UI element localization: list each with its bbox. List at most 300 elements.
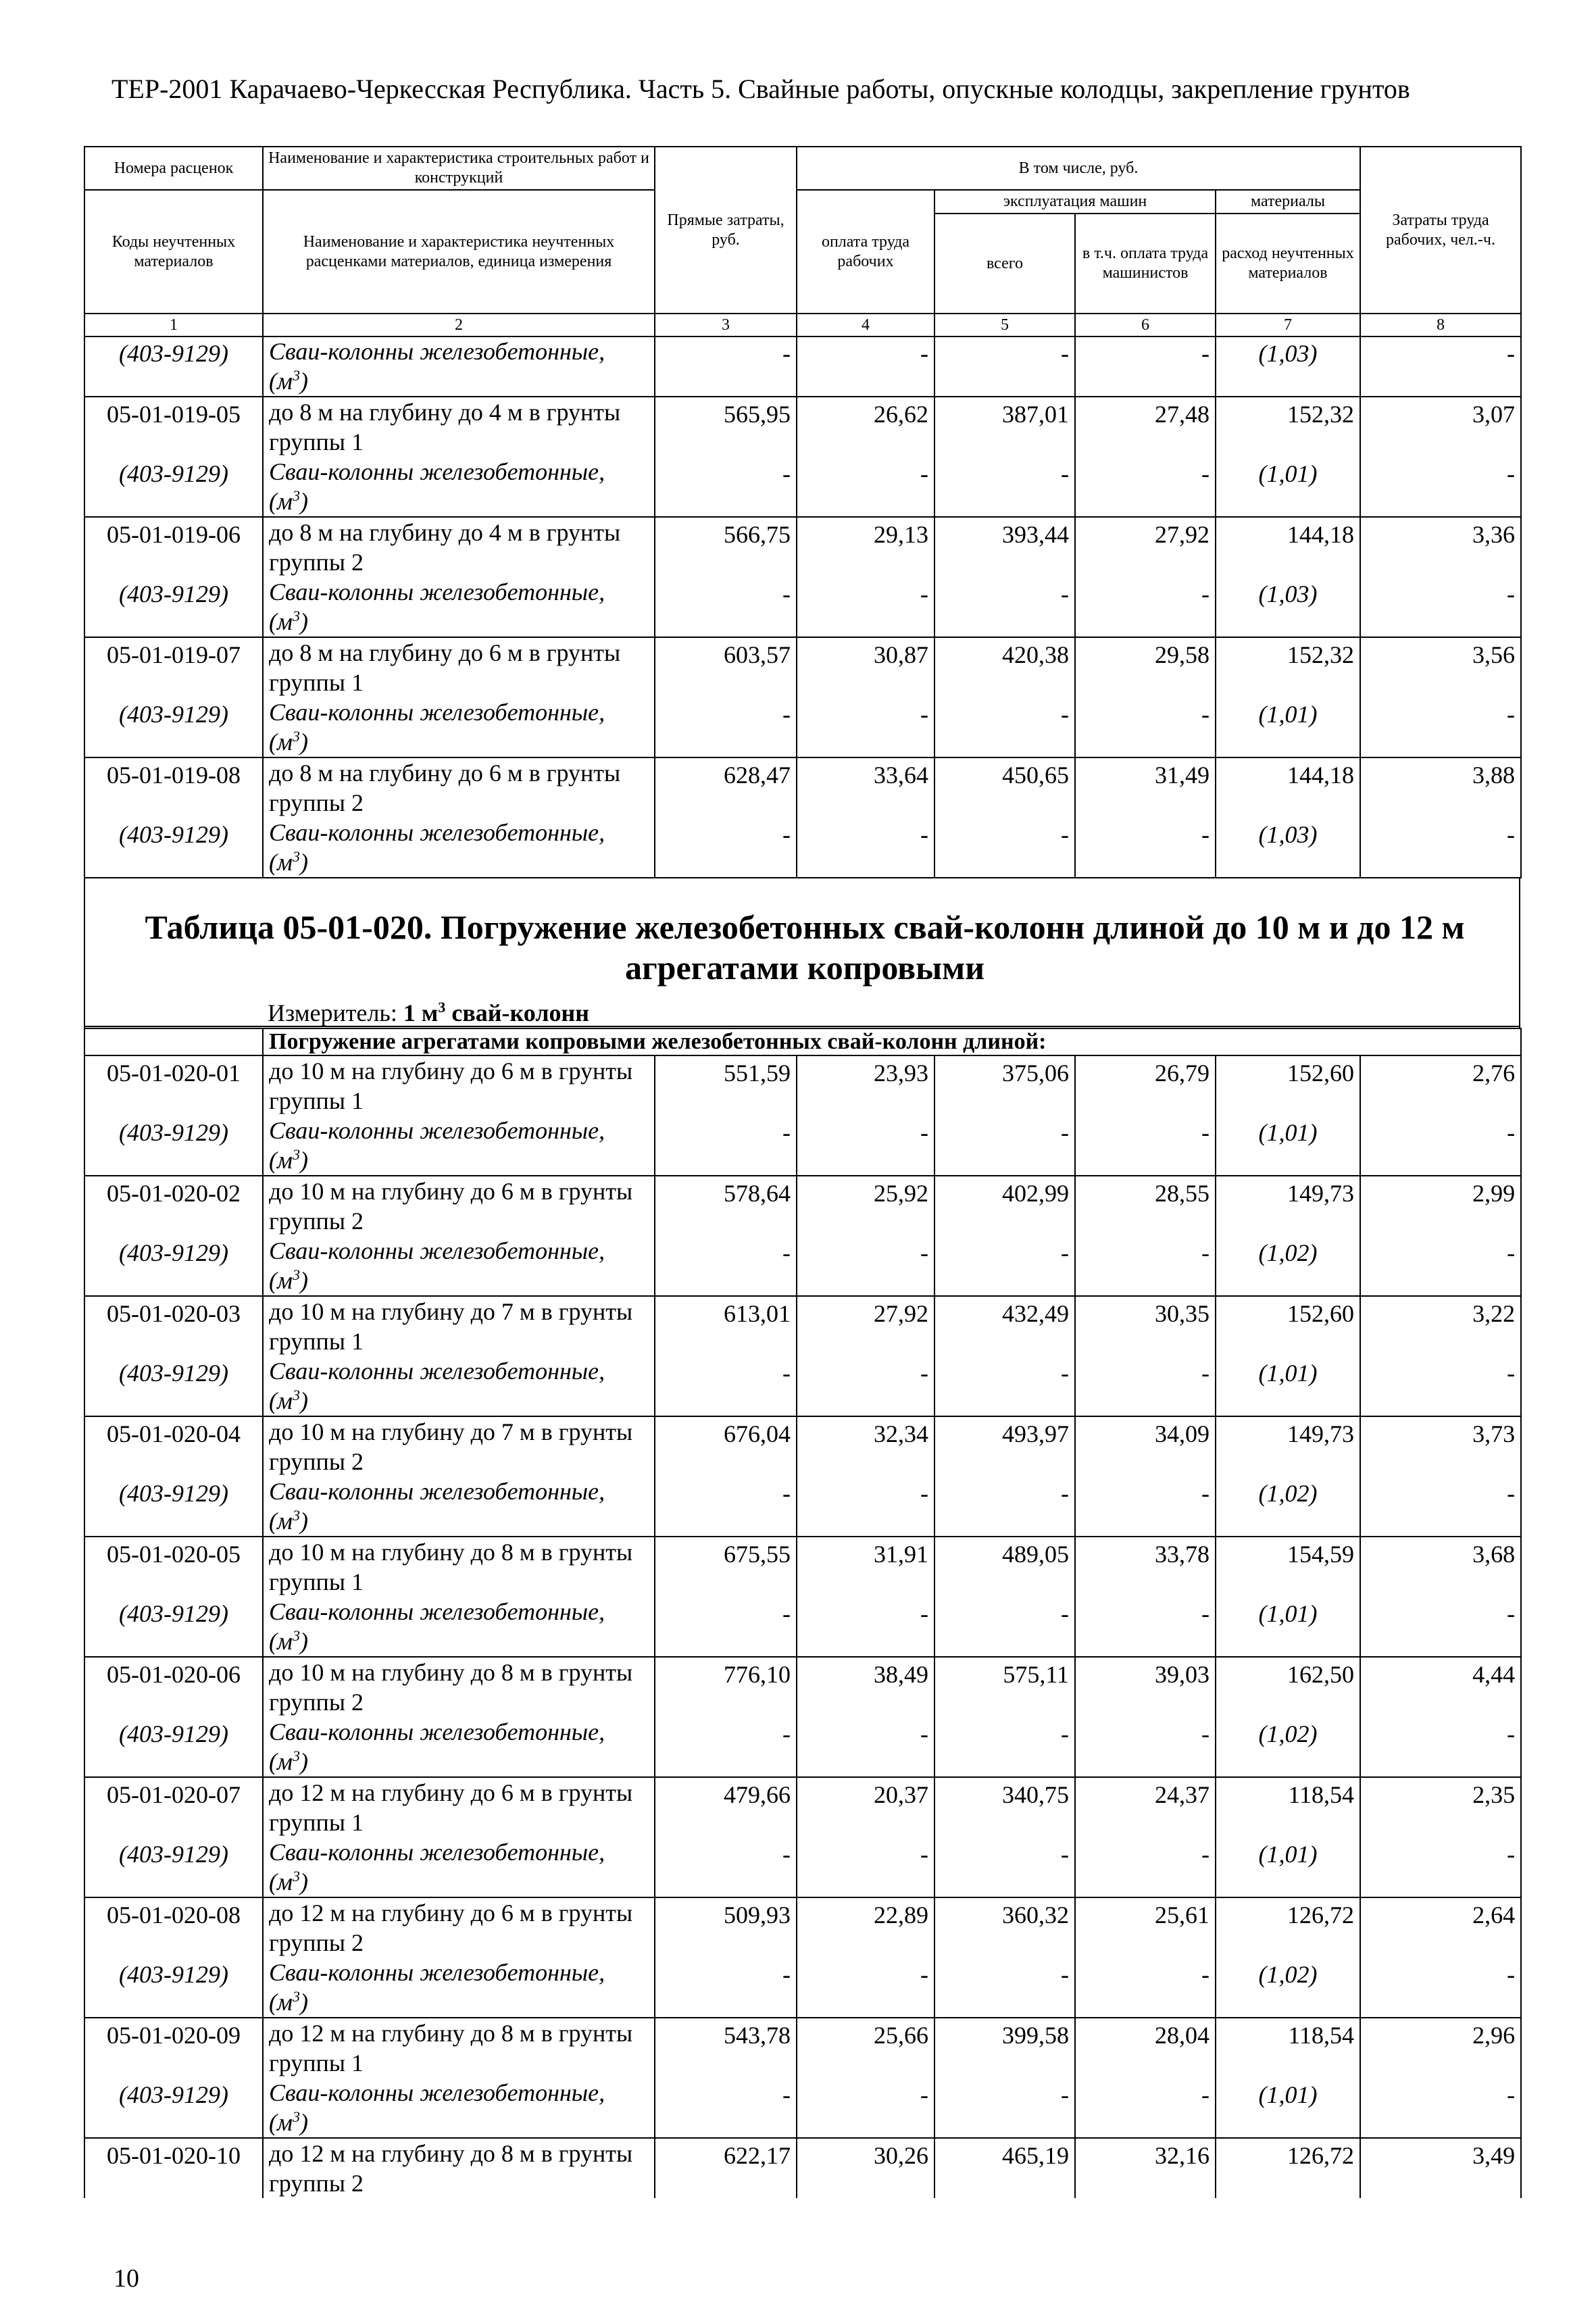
value-cell-c5: - [934,697,1075,757]
value-cell-c5: - [934,337,1075,397]
material-row [84,457,1521,517]
header-materials: материалы [1216,190,1360,214]
value-cell-c7: (1,01) [1216,1597,1360,1657]
value-cell-c5: - [934,2078,1075,2138]
material-code: (403-9129) [84,1958,263,2018]
value-cell-c8: 2,96 [1360,2018,1521,2078]
header-in-total: В том числе, руб. [797,147,1360,190]
header-machines: эксплуатация машин [934,190,1216,214]
value-cell-c6: 33,78 [1075,1537,1216,1597]
material-row [84,697,1521,757]
value-cell-c7: 152,32 [1216,397,1360,457]
material-row [84,1356,1521,1416]
rate-code: 05-01-020-04 [84,1416,263,1476]
material-row [84,577,1521,637]
material-unit: (м [269,1868,293,1895]
value-cell-c4: - [797,577,934,637]
value-cell-c7: (1,01) [1216,2078,1360,2138]
col-number: 1 [84,314,263,337]
value-cell-c3: - [655,1717,797,1777]
material-code: (403-9129) [84,2078,263,2138]
col-number: 8 [1360,314,1521,337]
rate-description: до 10 м на глубину до 8 м в грунты группы 2 [263,1657,655,1717]
value-cell-c4: 32,34 [797,1416,934,1476]
value-cell-c7: 126,72 [1216,1897,1360,1958]
document-title: ТЕР-2001 Карачаево-Черкесская Республика. Часть 5. Свайные работы, опускные колодцы, закрепление грунтов [111,74,1410,104]
rate-code: 05-01-020-07 [84,1777,263,1837]
value-cell-c8: - [1360,1236,1521,1296]
col-number: 6 [1075,314,1216,337]
value-cell-c7: 118,54 [1216,1777,1360,1837]
measure-value: 1 $м^3$ свай-колонн [403,999,589,1026]
value-cell-c5: - [934,1236,1075,1296]
value-cell-c5: - [934,1837,1075,1897]
rate-row [84,1416,1521,1476]
value-cell-c5: - [934,1116,1075,1176]
rate-row [84,2138,1521,2198]
col-number: 7 [1216,314,1360,337]
material-description: Сваи-колонны железобетонные, $(м^3)$ [263,1837,655,1897]
material-unit: (м [269,1989,293,2016]
rate-description: до 12 м на глубину до 8 м в грунты группы 2 [263,2138,655,2198]
rate-row [84,1657,1521,1717]
value-cell-c8: 3,73 [1360,1416,1521,1476]
measure-label: Измеритель: [268,999,397,1026]
value-cell-c6: - [1075,1236,1216,1296]
rate-row [84,397,1521,457]
value-cell-c8: 3,22 [1360,1296,1521,1356]
rate-description: до 12 м на глубину до 8 м в грунты группы 1 [263,2018,655,2078]
value-cell-c8: 2,76 [1360,1055,1521,1116]
value-cell-c8: - [1360,1837,1521,1897]
measure-unit [268,999,589,1027]
value-cell-c4: 30,87 [797,637,934,697]
header-material-use: расход неучтенных материалов [1216,214,1360,314]
value-cell-c7: (1,02) [1216,1476,1360,1537]
value-cell-c5: 432,49 [934,1296,1075,1356]
material-unit: (м [269,2109,293,2136]
value-cell-c4: 33,64 [797,757,934,818]
value-cell-c6: - [1075,1717,1216,1777]
value-cell-c3: - [655,1958,797,2018]
value-cell-c6: - [1075,2078,1216,2138]
value-cell-c7: 152,60 [1216,1055,1360,1116]
material-row [84,1236,1521,1296]
value-cell-c3: 479,66 [655,1777,797,1837]
material-code: (403-9129) [84,1236,263,1296]
col-number: 3 [655,314,797,337]
material-description: Сваи-колонны железобетонные, $(м^3)$ [263,818,655,878]
value-cell-c7: (1,02) [1216,1958,1360,2018]
value-cell-c3: 566,75 [655,517,797,577]
material-row [84,1837,1521,1897]
value-cell-c4: - [797,1476,934,1537]
value-cell-c6: 34,09 [1075,1416,1216,1476]
value-cell-c7: 152,32 [1216,637,1360,697]
value-cell-c5: 387,01 [934,397,1075,457]
value-cell-c7: (1,01) [1216,457,1360,517]
header-rate-numbers: Номера расценок [84,147,263,190]
material-description: Сваи-колонны железобетонные, $(м^3)$ [263,1958,655,2018]
value-cell-c4: 26,62 [797,397,934,457]
material-row [84,1476,1521,1537]
value-cell-c3: 603,57 [655,637,797,697]
value-cell-c3: 622,17 [655,2138,797,2198]
material-unit: (м [269,1387,293,1414]
rate-description: до 10 м на глубину до 6 м в грунты группы 1 [263,1055,655,1116]
rate-description: до 8 м на глубину до 4 м в грунты группы 1 [263,397,655,457]
value-cell-c6: 32,16 [1075,2138,1216,2198]
value-cell-c5: - [934,1717,1075,1777]
material-description: Сваи-колонны железобетонные, $(м^3)$ [263,1597,655,1657]
value-cell-c8: - [1360,1116,1521,1176]
value-cell-c5: 465,19 [934,2138,1075,2198]
value-cell-c5: - [934,457,1075,517]
value-cell-c5: 493,97 [934,1416,1075,1476]
value-cell-c4: 25,66 [797,2018,934,2078]
rate-row [84,1897,1521,1958]
material-unit: (м [269,849,293,876]
value-cell-c6: 26,79 [1075,1055,1216,1116]
value-cell-c8: 3,49 [1360,2138,1521,2198]
material-unit: (м [269,488,293,515]
value-cell-c7: (1,01) [1216,1356,1360,1416]
material-code: (403-9129) [84,337,263,397]
material-unit: (м [269,1628,293,1655]
value-cell-c8: - [1360,1476,1521,1537]
material-code: (403-9129) [84,1116,263,1176]
value-cell-c3: 675,55 [655,1537,797,1597]
value-cell-c8: - [1360,1717,1521,1777]
rate-description: до 12 м на глубину до 6 м в грунты группы 1 [263,1777,655,1837]
value-cell-c5: 340,75 [934,1777,1075,1837]
value-cell-c4: - [797,1236,934,1296]
value-cell-c6: 24,37 [1075,1777,1216,1837]
value-cell-c8: - [1360,697,1521,757]
material-description: Сваи-колонны железобетонные, $(м^3)$ [263,337,655,397]
material-unit: (м [269,1748,293,1775]
value-cell-c8: 3,07 [1360,397,1521,457]
col-number: 4 [797,314,934,337]
value-cell-c5: 375,06 [934,1055,1075,1116]
value-cell-c4: 25,92 [797,1176,934,1236]
rate-description: до 10 м на глубину до 8 м в грунты группы 1 [263,1537,655,1597]
value-cell-c4: - [797,818,934,878]
header-labor-costs: Затраты труда рабочих, чел.-ч. [1360,147,1521,314]
value-cell-c3: 578,64 [655,1176,797,1236]
value-cell-c4: 20,37 [797,1777,934,1837]
value-cell-c6: - [1075,337,1216,397]
value-cell-c8: 2,64 [1360,1897,1521,1958]
value-cell-c4: - [797,1597,934,1657]
value-cell-c3: - [655,818,797,878]
value-cell-c4: 23,93 [797,1055,934,1116]
value-cell-c6: 28,55 [1075,1176,1216,1236]
material-description: Сваи-колонны железобетонные, $(м^3)$ [263,697,655,757]
rate-row [84,1176,1521,1236]
material-description: Сваи-колонны железобетонные, $(м^3)$ [263,2078,655,2138]
value-cell-c5: 402,99 [934,1176,1075,1236]
material-row [84,1958,1521,2018]
value-cell-c4: 29,13 [797,517,934,577]
value-cell-c8: - [1360,577,1521,637]
value-cell-c6: - [1075,818,1216,878]
value-cell-c6: 27,48 [1075,397,1216,457]
rate-description: до 10 м на глубину до 6 м в грунты группы 2 [263,1176,655,1236]
value-cell-c4: 38,49 [797,1657,934,1717]
value-cell-c6: 25,61 [1075,1897,1216,1958]
value-cell-c7: 118,54 [1216,2018,1360,2078]
value-cell-c6: 29,58 [1075,637,1216,697]
value-cell-c7: 149,73 [1216,1416,1360,1476]
value-cell-c5: - [934,1356,1075,1416]
rate-code: 05-01-020-03 [84,1296,263,1356]
value-cell-c7: (1,01) [1216,697,1360,757]
value-cell-c3: - [655,1356,797,1416]
material-unit: (м [269,728,293,755]
table-section-05-01-020 [84,878,1520,1028]
rate-row [84,1055,1521,1116]
rates-table-05-01-020 [84,1028,1522,2198]
value-cell-c7: 149,73 [1216,1176,1360,1236]
header-machinist-pay: в т.ч. оплата труда машинистов [1075,214,1216,314]
rate-code: 05-01-019-05 [84,397,263,457]
value-cell-c4: 30,26 [797,2138,934,2198]
value-cell-c8: 3,68 [1360,1537,1521,1597]
value-cell-c5: - [934,577,1075,637]
value-cell-c4: - [797,457,934,517]
value-cell-c3: 628,47 [655,757,797,818]
value-cell-c8: - [1360,818,1521,878]
material-unit: (м [269,368,293,395]
value-cell-c3: - [655,697,797,757]
value-cell-c7: 126,72 [1216,2138,1360,2198]
page-number: 10 [114,2264,139,2293]
material-code: (403-9129) [84,1597,263,1657]
rate-code: 05-01-019-08 [84,757,263,818]
value-cell-c7: (1,03) [1216,577,1360,637]
rate-code: 05-01-020-09 [84,2018,263,2078]
value-cell-c3: - [655,2078,797,2138]
header-direct-costs: Прямые затраты, руб. [655,147,797,314]
value-cell-c7: 162,50 [1216,1657,1360,1717]
value-cell-c5: 393,44 [934,517,1075,577]
value-cell-c4: - [797,1717,934,1777]
value-cell-c6: - [1075,1356,1216,1416]
value-cell-c5: - [934,818,1075,878]
value-cell-c6: 30,35 [1075,1296,1216,1356]
value-cell-c5: 360,32 [934,1897,1075,1958]
material-code: (403-9129) [84,1476,263,1537]
material-row [84,1116,1521,1176]
material-row [84,1717,1521,1777]
value-cell-c6: 27,92 [1075,517,1216,577]
material-code: (403-9129) [84,697,263,757]
material-description: Сваи-колонны железобетонные, $(м^3)$ [263,1717,655,1777]
material-code: (403-9129) [84,1356,263,1416]
rate-code: 05-01-020-05 [84,1537,263,1597]
value-cell-c3: 565,95 [655,397,797,457]
value-cell-c6: - [1075,1116,1216,1176]
rate-row [84,1537,1521,1597]
rate-row [84,517,1521,577]
rate-code: 05-01-020-01 [84,1055,263,1116]
value-cell-c6: - [1075,1476,1216,1537]
header-work-name: Наименование и характеристика строительных работ и конструкций [263,147,655,190]
value-cell-c8: 4,44 [1360,1657,1521,1717]
value-cell-c7: 144,18 [1216,757,1360,818]
value-cell-c7: (1,03) [1216,818,1360,878]
header-worker-pay: оплата труда рабочих [797,190,934,314]
table-heading: Таблица 05-01-020. Погружение железобетонных свай-колонн длиной до 10 м и до 12 м агрегатами копровыми [145,908,1465,987]
value-cell-c8: - [1360,1958,1521,2018]
material-description: Сваи-колонны железобетонные, $(м^3)$ [263,457,655,517]
divider [85,1026,1519,1027]
rate-row [84,637,1521,697]
value-cell-c4: 31,91 [797,1537,934,1597]
rate-description: до 10 м на глубину до 7 м в грунты группы 1 [263,1296,655,1356]
rate-code: 05-01-019-06 [84,517,263,577]
value-cell-c4: - [797,697,934,757]
value-cell-c7: (1,02) [1216,1717,1360,1777]
rate-code: 05-01-020-08 [84,1897,263,1958]
value-cell-c3: - [655,1476,797,1537]
col-number: 2 [263,314,655,337]
value-cell-c8: - [1360,457,1521,517]
rate-row [84,2018,1521,2078]
value-cell-c5: 575,11 [934,1657,1075,1717]
value-cell-c4: - [797,2078,934,2138]
material-code: (403-9129) [84,1837,263,1897]
rate-description: до 12 м на глубину до 6 м в грунты группы 2 [263,1897,655,1958]
value-cell-c7: 152,60 [1216,1296,1360,1356]
col-number: 5 [934,314,1075,337]
rate-description: до 8 м на глубину до 6 м в грунты группы 2 [263,757,655,818]
value-cell-c4: 27,92 [797,1296,934,1356]
rate-code: 05-01-019-07 [84,637,263,697]
material-code: (403-9129) [84,1717,263,1777]
group-title: Погружение агрегатами копровыми железобетонных свай-колонн длиной: [263,1028,1521,1055]
value-cell-c6: - [1075,1597,1216,1657]
value-cell-c5: 420,38 [934,637,1075,697]
value-cell-c4: - [797,1356,934,1416]
material-description: Сваи-колонны железобетонные, $(м^3)$ [263,577,655,637]
value-cell-c7: (1,03) [1216,337,1360,397]
value-cell-c8: - [1360,2078,1521,2138]
material-description: Сваи-колонны железобетонные, $(м^3)$ [263,1116,655,1176]
value-cell-c3: 676,04 [655,1416,797,1476]
value-cell-c8: - [1360,337,1521,397]
value-cell-c6: - [1075,1837,1216,1897]
value-cell-c5: 450,65 [934,757,1075,818]
value-cell-c6: - [1075,457,1216,517]
rate-code: 05-01-020-06 [84,1657,263,1717]
value-cell-c6: 28,04 [1075,2018,1216,2078]
value-cell-c8: - [1360,1356,1521,1416]
material-code: (403-9129) [84,457,263,517]
value-cell-c4: 22,89 [797,1897,934,1958]
rate-row [84,1777,1521,1837]
value-cell-c6: - [1075,1958,1216,2018]
material-unit: (м [269,1147,293,1174]
value-cell-c8: - [1360,1597,1521,1657]
value-cell-c8: 2,99 [1360,1176,1521,1236]
value-cell-c8: 2,35 [1360,1777,1521,1837]
material-description: Сваи-колонны железобетонные, $(м^3)$ [263,1476,655,1537]
value-cell-c6: - [1075,577,1216,637]
value-cell-c3: - [655,1236,797,1296]
value-cell-c3: - [655,577,797,637]
material-description: Сваи-колонны железобетонные, $(м^3)$ [263,1356,655,1416]
material-row [84,818,1521,878]
material-unit: (м [269,608,293,635]
value-cell-c3: 551,59 [655,1055,797,1116]
header-material-codes: Коды неучтенных материалов [84,190,263,314]
rate-code: 05-01-020-10 [84,2138,263,2198]
material-unit: (м [269,1267,293,1294]
value-cell-c5: - [934,1597,1075,1657]
value-cell-c3: 613,01 [655,1296,797,1356]
material-code: (403-9129) [84,818,263,878]
value-cell-c5: - [934,1476,1075,1537]
material-row [84,337,1521,397]
value-cell-c6: 31,49 [1075,757,1216,818]
value-cell-c8: 3,88 [1360,757,1521,818]
value-cell-c6: 39,03 [1075,1657,1216,1717]
rate-row [84,757,1521,818]
material-unit: (м [269,1508,293,1535]
value-cell-c3: 543,78 [655,2018,797,2078]
header-material-name: Наименование и характеристика неучтенных расценками материалов, единица измерения [263,190,655,314]
value-cell-c7: 144,18 [1216,517,1360,577]
rate-description: до 10 м на глубину до 7 м в грунты группы 2 [263,1416,655,1476]
value-cell-c7: 154,59 [1216,1537,1360,1597]
value-cell-c3: - [655,457,797,517]
rate-description: до 8 м на глубину до 6 м в грунты группы 1 [263,637,655,697]
value-cell-c4: - [797,337,934,397]
value-cell-c3: 776,10 [655,1657,797,1717]
value-cell-c5: 399,58 [934,2018,1075,2078]
material-description: Сваи-колонны железобетонные, $(м^3)$ [263,1236,655,1296]
value-cell-c3: - [655,1837,797,1897]
value-cell-c7: (1,02) [1216,1236,1360,1296]
material-row [84,1597,1521,1657]
value-cell-c4: - [797,1116,934,1176]
rate-description: до 8 м на глубину до 4 м в грунты группы 2 [263,517,655,577]
value-cell-c7: (1,01) [1216,1837,1360,1897]
value-cell-c5: - [934,1958,1075,2018]
value-cell-c8: 3,36 [1360,517,1521,577]
rates-table-05-01-019 [84,337,1522,878]
column-header-table [84,146,1522,337]
value-cell-c6: - [1075,697,1216,757]
material-code: (403-9129) [84,577,263,637]
value-cell-c7: (1,01) [1216,1116,1360,1176]
group-title-row [84,1028,1521,1055]
header-machines-total: всего [934,214,1075,314]
rate-row [84,1296,1521,1356]
value-cell-c4: - [797,1958,934,2018]
value-cell-c3: 509,93 [655,1897,797,1958]
value-cell-c4: - [797,1837,934,1897]
value-cell-c3: - [655,337,797,397]
material-row [84,2078,1521,2138]
rate-code: 05-01-020-02 [84,1176,263,1236]
value-cell-c3: - [655,1597,797,1657]
value-cell-c8: 3,56 [1360,637,1521,697]
value-cell-c5: 489,05 [934,1537,1075,1597]
value-cell-c3: - [655,1116,797,1176]
